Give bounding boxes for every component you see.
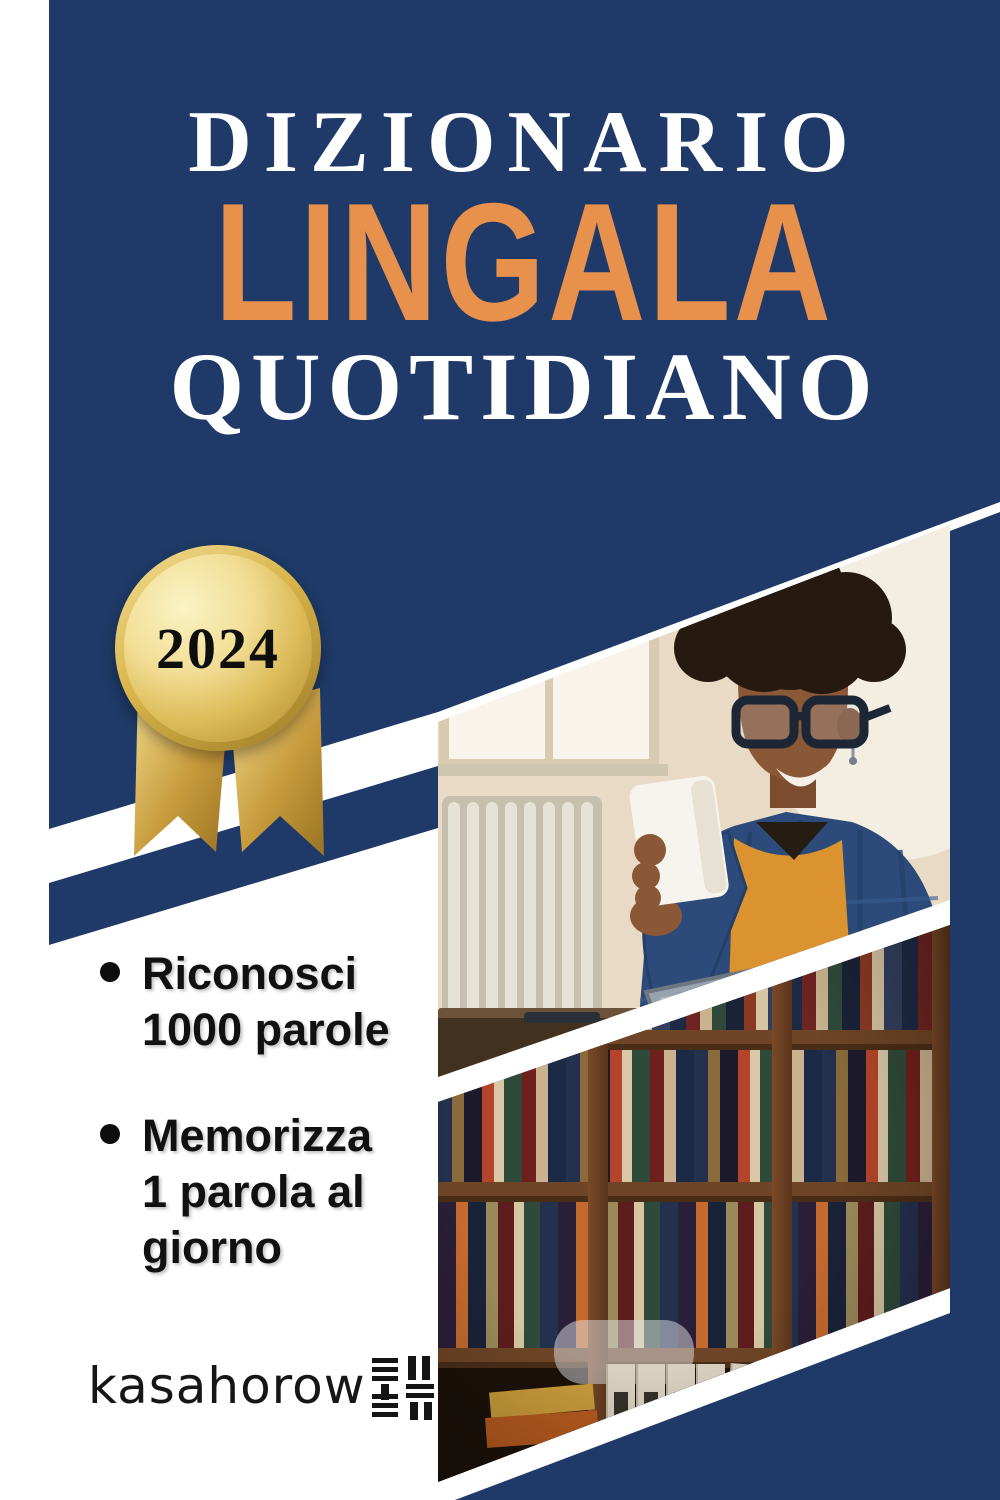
- bullet-dot: [100, 962, 120, 982]
- publisher-name: kasahorow: [88, 1357, 366, 1415]
- kasahorow-logo-icon: [372, 1356, 434, 1420]
- title-quotidiano: QUOTIDIANO: [169, 333, 880, 440]
- title-lingala: LINGALA: [214, 168, 835, 356]
- feature-text: [142, 1108, 372, 1276]
- list-item: [100, 1108, 372, 1276]
- feature-line: 1 parola al: [142, 1166, 365, 1217]
- feature-line: Riconosci: [142, 948, 358, 999]
- award-medal-icon: [115, 545, 321, 751]
- medal-face: [124, 554, 312, 742]
- list-item: [100, 946, 390, 1058]
- feature-line: 1000 parole: [142, 1004, 390, 1055]
- right-navy-margin: [950, 512, 1000, 1500]
- feature-line: giorno: [142, 1222, 282, 1273]
- publisher-logo: [88, 1352, 434, 1420]
- bullet-dot: [100, 1124, 120, 1144]
- feature-line: Memorizza: [142, 1110, 373, 1161]
- badge-year: 2024: [156, 615, 280, 681]
- title-dizionario: DIZIONARIO: [188, 94, 861, 191]
- feature-text: [142, 946, 390, 1058]
